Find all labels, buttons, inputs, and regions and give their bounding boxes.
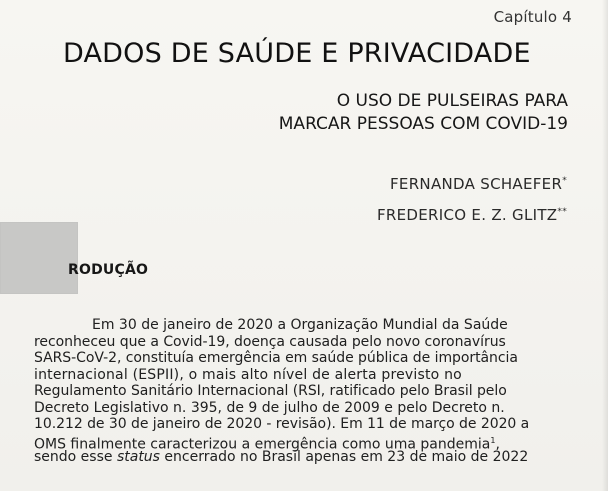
- body-line-8-tail: ,: [495, 436, 500, 453]
- body-line-3: [34, 350, 572, 367]
- body-line-9: [34, 449, 572, 466]
- page-edge-shadow: [602, 0, 608, 491]
- body-line-6: [34, 400, 572, 417]
- body-line-4: [34, 367, 572, 384]
- author-1-name: FERNANDA SCHAEFER: [390, 175, 563, 193]
- page-title: DADOS DE SAÚDE E PRIVACIDADE: [63, 38, 531, 69]
- author-1-marker: *: [562, 176, 567, 186]
- author-2-name: FREDERICO E. Z. GLITZ: [376, 206, 558, 224]
- body-line-1: [34, 317, 572, 334]
- body-line-5: [34, 383, 572, 400]
- body-line-7: [34, 416, 572, 433]
- body-line-8-main: OMS finalmente caracterizou a emergência como uma pandemia: [34, 436, 491, 453]
- body-paragraph: [34, 317, 572, 466]
- author-2-marker: **: [557, 207, 567, 217]
- author-1: [390, 175, 567, 193]
- body-line-5-text: Regulamento Sanitário Internacional (RSI, ratificado pelo Brasil pelo: [34, 383, 507, 399]
- status-emphasis: status: [116, 449, 160, 465]
- body-line-1-text: Em 30 de janeiro de 2020 a Organização Mundial da Saúde: [92, 317, 508, 333]
- body-line-9-text: sendo esse status encerrado no Brasil apenas em 23 de maio de 2022: [34, 449, 529, 465]
- body-line-2-text: reconheceu que a Covid-19, doença causada pelo novo coronavírus: [34, 333, 506, 350]
- subtitle-line-1: O USO DE PULSEIRAS PARA: [336, 91, 568, 111]
- section-heading: RODUÇÃO: [68, 262, 149, 278]
- body-line-2: [34, 334, 572, 351]
- gray-occlusion-block: [0, 222, 78, 294]
- body-line-6-text: Decreto Legislativo n. 395, de 9 de julho de 2009 e pelo Decreto n.: [34, 399, 505, 416]
- body-line-8: [34, 433, 572, 453]
- body-line-4-text: internacional (ESPII), o mais alto nível de alerta previsto no: [34, 366, 462, 383]
- subtitle-line-2: MARCAR PESSOAS COM COVID-19: [278, 114, 568, 134]
- body-line-7-text: 10.212 de 30 de janeiro de 2020 - revisão). Em 11 de março de 2020 a: [34, 416, 530, 432]
- footnote-marker: 1: [490, 435, 496, 445]
- body-line-3-text: SARS-CoV-2, constituía emergência em saúde pública de importância: [34, 350, 518, 366]
- body-line-8-text: [34, 433, 500, 453]
- author-2: [377, 206, 567, 224]
- chapter-label: Capítulo 4: [493, 8, 572, 26]
